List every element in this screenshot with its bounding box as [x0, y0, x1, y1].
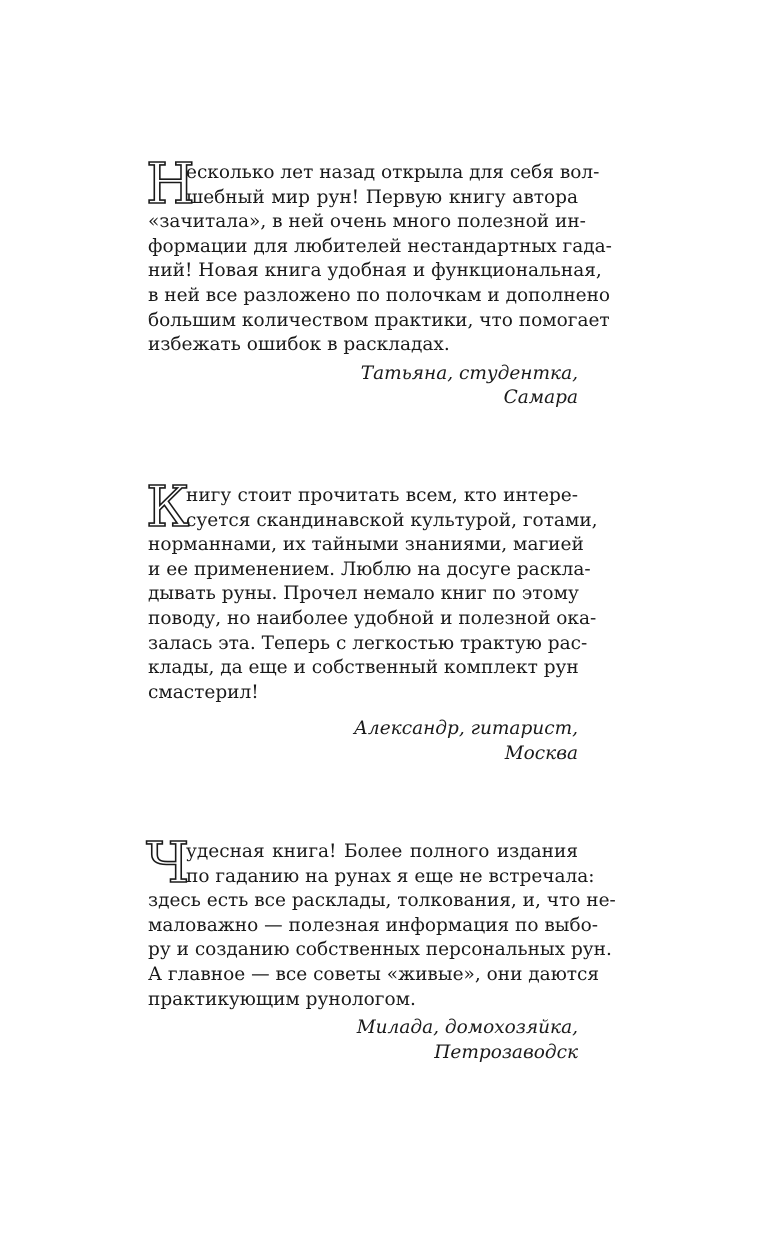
text-line: «зачитала», в ней очень много полезной ин- [148, 211, 586, 233]
text-line: по гаданию на рунах я еще не встречала: [186, 865, 595, 887]
text-line: в ней все разложено по полочкам и дополнено [148, 284, 611, 306]
text-line: практикующим рунологом. [148, 988, 416, 1010]
text-line: удесная книга! Более полного издания [186, 841, 578, 862]
text-line: формации для любителей нестандартных гада- [148, 235, 612, 257]
text-line: избежать ошибок в раскладах. [148, 334, 450, 356]
text-line: есколько лет назад открыла для себя вол- [186, 162, 600, 183]
text-line: норманнами, их тайными знаниями, магией [148, 534, 584, 556]
text-line: дывать руны. Прочел немало книг по этому [148, 583, 579, 605]
review-signature [148, 362, 578, 411]
review-signature [148, 717, 578, 766]
review-author: Татьяна, студентка, [360, 362, 578, 384]
text-line: залась эта. Теперь с легкостью трактую рас- [148, 632, 588, 654]
text-line: суется скандинавской культурой, готами, [186, 509, 598, 531]
review-city: Самара [503, 387, 578, 409]
review-author: Милада, домохозяйка, [356, 1017, 578, 1039]
text-line: смастерил! [148, 681, 259, 703]
review [146, 475, 598, 767]
review-author: Александр, гитарист, [353, 718, 578, 740]
text-line: поводу, но наиболее удобной и полезной ока- [148, 607, 597, 629]
text-line: и ее применением. Люблю на досуге раскла- [148, 558, 591, 580]
drop-cap: Н [146, 152, 195, 217]
text-line: ний! Новая книга удобная и функциональная, [148, 260, 602, 282]
text-line: маловажно — полезная информация по выбо- [148, 914, 599, 936]
text-line: здесь есть все расклады, толкования, и, что не- [148, 890, 616, 912]
review [146, 152, 612, 411]
text-line: А главное — все советы «живые», они даются [148, 963, 600, 985]
review-city: Петрозаводск [434, 1041, 578, 1063]
text-line: ру и созданию собственных персональных рун. [148, 939, 612, 961]
review-signature [148, 1016, 578, 1065]
text-line: шебный мир рун! Первую книгу автора [186, 186, 578, 208]
review-city: Москва [504, 742, 578, 764]
drop-cap: Ч [146, 831, 190, 896]
review [146, 831, 616, 1065]
drop-cap: К [146, 475, 190, 540]
text-line: нигу стоит прочитать всем, кто интере- [186, 485, 578, 506]
text-line: большим количеством практики, что помогает [148, 309, 610, 331]
text-line: клады, да еще и собственный комплект рун [148, 657, 579, 679]
